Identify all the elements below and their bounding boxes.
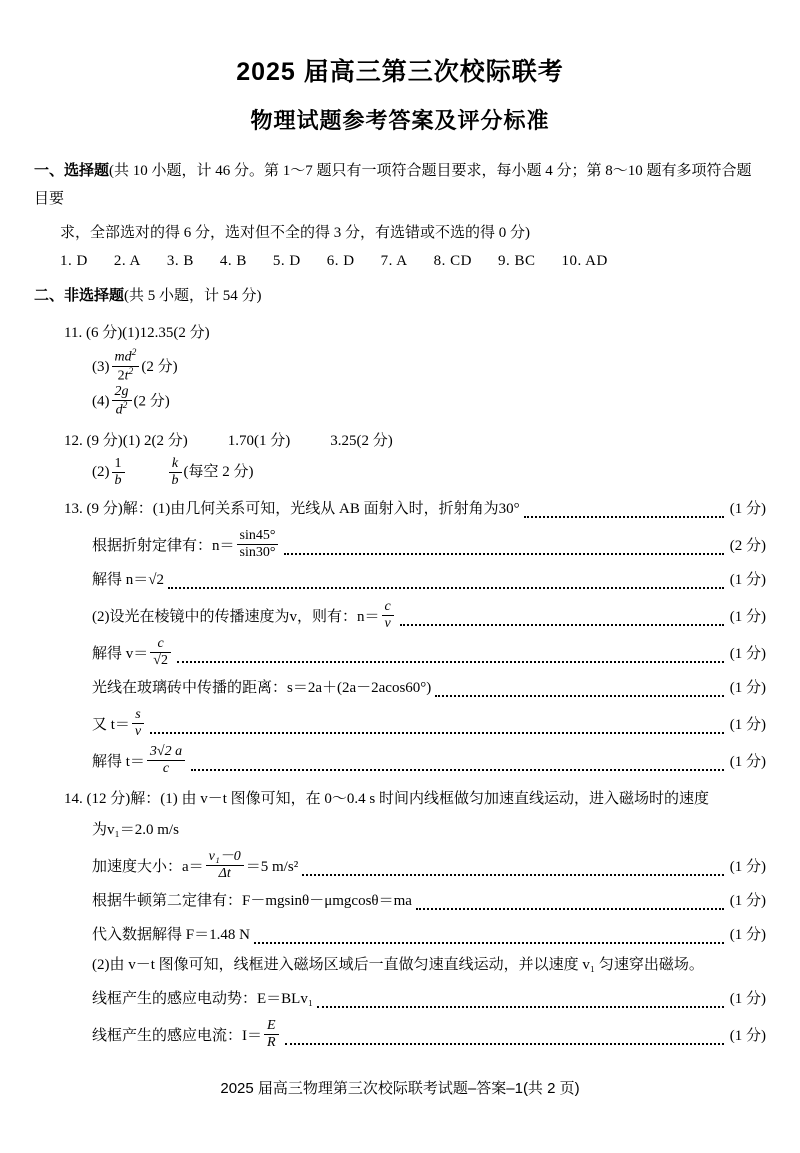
q11-l4-suffix: (2 分) [133,393,170,410]
q14-cur-den: R [267,1035,276,1050]
q11-l3-den-sup: 2 [128,366,134,377]
q14-row-text: 线框产生的感应电动势：E＝BLv₁ [92,990,314,1007]
q14-row-score: (1 分) [729,926,766,943]
q13-row-text: 又 t＝ [92,717,130,734]
question-13-row [34,744,766,777]
q13-sv-den: v [134,724,142,740]
q11-l3-num-sup: 2 [131,347,137,358]
question-11-line-1: 11. (6 分)(1)12.35(2 分) [64,324,210,341]
q14-accel-den: Δt [218,865,231,881]
q14-fraction-current [264,1018,279,1051]
choice-answer: 6. D [326,253,355,270]
q12-l2-prefix: (2) [92,464,110,481]
section-two-heading [34,282,766,311]
q14-row-score: (1 分) [729,1028,766,1045]
leader-dots [416,907,724,910]
q14-row-text: 根据牛顿第二定律有：F－mgsinθ－μmgcosθ＝ma [92,892,412,909]
q14-row-text: 代入数据解得 F＝1.48 N [92,926,250,943]
leader-dots [191,768,724,771]
q11-l3-suffix: (2 分) [141,358,178,375]
leader-dots [254,941,724,944]
q13-row-score: (1 分) [729,680,766,697]
q14-cur-num: E [267,1017,276,1033]
q14-row-tail: ＝5 m/s² [245,858,299,875]
q12-l1-a: 12. (9 分)(1) 2(2 分) [64,433,188,450]
q13-row-text: 光线在玻璃砖中传播的距离：s＝2a＋(2a－2acos60°) [92,680,432,697]
question-12-line-2 [34,456,766,489]
choice-answer: 8. CD [433,253,472,270]
question-14-row [34,1018,766,1051]
question-14-part-2-text: (2)由 v－t 图像可知，线框进入磁场区域后一直做匀速直线运动，并以速度 v₁ 匀速穿出磁场。 [92,956,704,973]
q13-row-text: 解得 n＝√2 [92,571,164,588]
q11-l3-den-a: 2 [117,368,125,384]
q14-row-prefix: 加速度大小：a＝ [92,858,204,875]
q13-row-text: 解得 v＝ [92,646,149,663]
question-13-row [34,599,766,632]
question-13-row [34,636,766,669]
leader-dots [524,515,724,518]
leader-dots [400,623,724,626]
q13-row-score: (1 分) [729,608,766,625]
q11-l3-den-b: t [124,368,129,384]
question-12-line-1 [34,427,766,456]
leader-dots [302,873,724,876]
q13-sin-num: sin45° [239,527,276,543]
choice-answer: 5. D [272,253,301,270]
q13-row-score: (2 分) [729,537,766,554]
q13-row-score: (1 分) [729,571,766,588]
q13-3sq-num: 3√2 a [149,744,183,760]
section-one-heading [34,157,766,214]
leader-dots [284,552,723,555]
q13-fraction-sin [237,528,279,561]
page-footer: 2025 届高三物理第三次校际联考试题–答案–1(共 2 页) [220,1080,580,1098]
question-14-row [34,920,766,950]
choice-answer: 9. BC [497,253,536,270]
q12-l2-suffix: (每空 2 分) [183,464,254,481]
q13-row-score: (1 分) [729,754,766,771]
question-13-row [34,494,766,524]
q13-csq-den: √2 [153,653,168,668]
section-one-desc: (共 10 小题，计 46 分。第 1～7 题只有一项符合题目要求，每小题 4 分；第 8～10 题有多项符合题目要 [34,163,752,207]
q13-cv-den: v [384,615,391,631]
leader-dots [168,586,724,589]
choice-answer: 7. A [380,253,408,270]
choice-answers-row [34,247,766,276]
question-14-row [34,849,766,882]
choice-answer: 10. AD [561,253,608,270]
section-two-label: 二、非选择题 [34,286,125,304]
q14-fraction-accel [206,849,244,882]
section-one-label: 一、选择题 [34,162,110,179]
q14-row-score: (1 分) [729,892,766,909]
page-title: 2025 届高三第三次校际联考 [236,58,564,86]
q13-fraction-cv [382,599,394,632]
choice-answer: 4. B [219,253,247,270]
q12-fraction-2 [169,456,182,489]
q12-l1-b: 1.70(1 分) [227,433,291,450]
q13-fraction-sv [132,707,144,740]
question-13-row [34,673,766,703]
q13-row-score: (1 分) [729,500,766,517]
q11-l3-prefix: (3) [92,358,110,375]
question-14-line-2: 为v₁＝2.0 m/s [92,821,179,838]
question-14-row [34,886,766,916]
q12-f1-den: b [114,473,122,489]
q14-row-prefix: 线框产生的感应电流：I＝ [92,1028,262,1045]
choice-answer: 1. D [60,253,88,270]
q13-cv-num: c [384,598,391,614]
leader-dots [177,660,724,663]
section-two-desc: (共 5 小题，计 54 分) [124,287,262,304]
q14-row-score: (1 分) [729,858,766,875]
q12-f2-num: k [171,456,179,472]
choice-answer: 3. B [166,253,194,270]
q13-row-score: (1 分) [729,646,766,663]
section-one-heading-cont: 求，全部选对的得 6 分，选对但不全的得 3 分，有选错或不选的得 0 分) [60,224,530,241]
q12-l1-c: 3.25(2 分) [330,433,393,450]
question-11-line-4 [34,384,766,419]
q11-l4-den-sup: 2 [122,401,128,412]
q13-row-text: 解得 t＝ [92,754,145,771]
q13-csq-num: c [157,635,164,651]
question-11-line-3 [34,348,766,385]
q11-l4-num: 2g [114,384,129,400]
q12-f2-den: b [171,473,179,489]
q13-row-text: 根据折射定律有：n＝ [92,537,235,554]
question-14-line-1: 14. (12 分)解：(1) 由 v－t 图像可知，在 0～0.4 s 时间内线框做匀加速直线运动，进入磁场时的速度 [64,791,709,808]
q13-row-text: (2)设光在棱镜中的传播速度为v，则有：n＝ [92,608,380,625]
leader-dots [435,694,723,697]
q12-fraction-1 [112,456,125,489]
q13-3sq-den: c [162,761,170,777]
q11-fraction-3 [112,348,140,385]
question-13-row [34,565,766,595]
question-14-row [34,984,766,1014]
q13-row-score: (1 分) [729,717,766,734]
q11-l4-prefix: (4) [92,393,110,410]
question-13-row [34,707,766,740]
question-13-row [34,528,766,561]
leader-dots [285,1042,724,1045]
leader-dots [150,731,724,734]
q11-fraction-4 [112,384,132,419]
q13-sin-den: sin30° [239,544,276,560]
q11-l4-den: d [115,403,123,418]
choice-answer: 2. A [113,253,141,270]
q13-fraction-3sqrt2a-c [147,744,185,777]
q11-l3-num: md [114,349,132,365]
q14-row-score: (1 分) [729,990,766,1007]
q13-row-text: 13. (9 分)解：(1)由几何关系可知，光线从 AB 面射入时，折射角为30° [64,500,520,517]
q13-sv-num: s [135,707,141,723]
leader-dots [317,1005,724,1008]
q12-f1-num: 1 [114,456,122,472]
page-subtitle: 物理试题参考答案及评分标准 [250,108,550,133]
q14-accel-num: v₁－0 [208,848,241,864]
q13-fraction-c-sqrt2 [150,636,171,669]
